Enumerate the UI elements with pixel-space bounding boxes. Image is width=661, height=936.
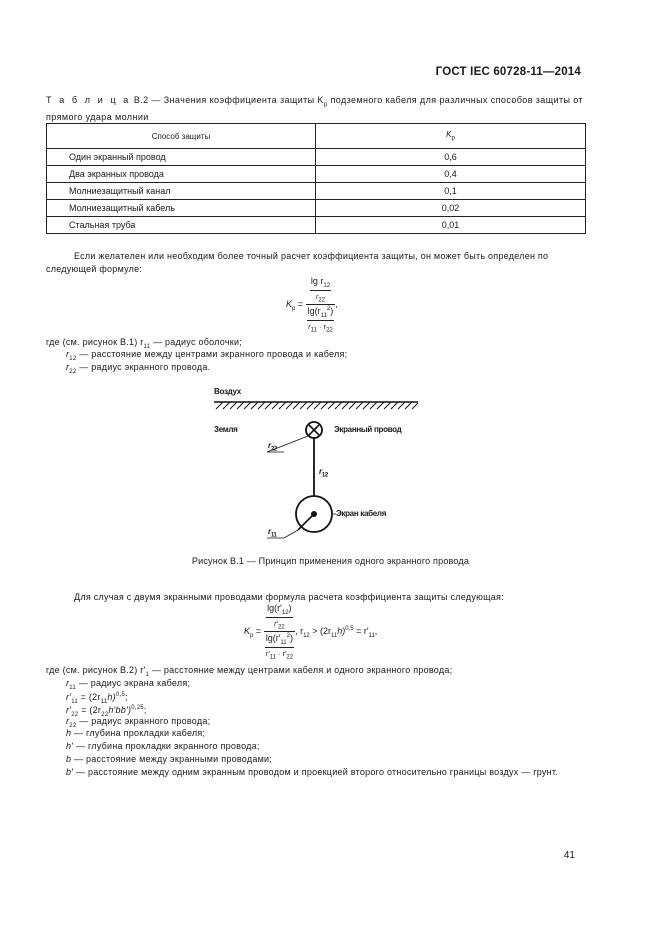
where-2-line-4: $r_{22}$ — радиус экранного провода;: [66, 716, 211, 729]
formula-2-inner-num: $\frac{\lg(r'_{12})}{r'_{22}}$: [267, 603, 292, 631]
formula-1-den-den-sub2: 22: [326, 327, 333, 334]
row-value: 0,02: [316, 200, 586, 217]
formula-1-eq: =: [297, 299, 304, 310]
where-2-line-0: где (см. рисунок В.2) $r'_1$ — расстояние между центрами кабеля и одного экранного провода;: [46, 665, 453, 678]
formula-1-den-lg-sub: 11: [320, 313, 327, 320]
figure-1-caption: Рисунок В.1 — Принцип применения одного экранного провода: [191, 556, 470, 566]
where-2-line-5: h — глубина прокладки кабеля;: [66, 728, 206, 738]
formula-2-condition: , $r_{12} > (2r_{11}h)^{0,5} = r'_{11}$,: [295, 626, 378, 639]
label-earth: Земля: [214, 425, 238, 434]
protection-table: [46, 123, 586, 234]
label-r22: $r_{22}$: [268, 441, 277, 453]
row-value: 0,6: [316, 149, 586, 166]
where-2-line-7: b — расстояние между экранными проводами;: [66, 754, 273, 764]
formula-1-num-den-sub: 22: [318, 297, 326, 304]
formula-1: [286, 276, 338, 334]
row-method: Стальная труба: [47, 217, 316, 234]
table-caption-tail: подземного кабеля для различных способов защиты от прямого удара молнии: [46, 95, 583, 123]
table-caption-sub: p: [323, 101, 328, 108]
formula-1-num-lg: lg r: [310, 276, 324, 286]
formula-1-denominator: [306, 305, 336, 333]
where-2-line-8: b′ — расстояние между одним экранным проводом и проекцией второго относительно границы воздух — грунт.: [66, 767, 559, 777]
where-2-line-1: $r_{11}$ — радиус экрана кабеля;: [66, 678, 191, 691]
figure-1-drawing: [212, 384, 422, 544]
formula-2-eq: =: [255, 626, 262, 637]
formula-1-den-dot: · r: [316, 322, 327, 332]
table-caption: [46, 94, 586, 124]
formula-1-comma: ,: [335, 299, 338, 310]
formula-1-fraction: [306, 276, 336, 334]
table-header-row: [47, 124, 586, 149]
formula-2-lhs: K: [244, 626, 251, 637]
table-caption-word: Т а б л и ц а: [46, 95, 131, 105]
paragraph-1-line-2: следующей формуле:: [46, 264, 143, 274]
formula-1-lhs: K: [286, 299, 293, 310]
row-method: Молниезащитный кабель: [47, 200, 316, 217]
formula-1-inner-den: [307, 306, 335, 333]
figure-1: [212, 384, 422, 544]
col-header-kp: [316, 124, 586, 149]
col-header-method: Способ защиты: [47, 124, 316, 149]
ground-hatching: [216, 402, 418, 409]
row-method: Один экранный провод: [47, 149, 316, 166]
label-r12: $r_{12}$: [319, 467, 328, 479]
page-number: 41: [563, 850, 575, 861]
formula-2-inner-den: $\frac{\lg(r'_{11}^2)}{r'_{11} \cdot r'_{22}}$: [265, 633, 294, 661]
where-2-line-6: h′ — глубина прокладки экранного провода;: [66, 741, 260, 751]
formula-1-den-den-sub1: 11: [310, 327, 317, 334]
table-caption-text: В.2 — Значения коэффициента защиты K: [133, 95, 324, 105]
where-2-line-3: $r'_{22} = (2r_{22}h'bb')^{0,25}$;: [66, 705, 147, 718]
formula-1-den-den: r: [308, 322, 311, 332]
formula-2: [244, 603, 377, 661]
label-cable-screen: Экран кабеля: [336, 509, 387, 518]
where-1-line-0: где (см. рисунок В.1) $r_{11}$ — радиус оболочки;: [46, 337, 242, 350]
label-shield-wire: Экранный провод: [334, 425, 402, 434]
formula-1-numerator: [306, 276, 336, 305]
label-air: Воздух: [214, 387, 241, 396]
table-row: [47, 149, 586, 166]
row-method: Два экранных провода: [47, 166, 316, 183]
table-row: [47, 200, 586, 217]
paragraph-1-line-1: Если желателен или необходим более точный расчет коэффициента защиты, он может быть определен по: [74, 251, 549, 261]
formula-1-num-den: r: [315, 291, 319, 301]
row-value: 0,4: [316, 166, 586, 183]
formula-2-fraction: [264, 603, 295, 661]
formula-2-lhs-sub: p: [250, 632, 254, 639]
row-value: 0,1: [316, 183, 586, 200]
formula-2-denominator: [264, 632, 295, 660]
row-method: Молниезащитный канал: [47, 183, 316, 200]
label-r11: $r_{11}$: [268, 527, 277, 539]
formula-1-inner-num: [310, 276, 331, 303]
where-1-line-1: $r_{12}$ — расстояние между центрами экранного провода и кабеля;: [66, 349, 348, 362]
row-value: 0,01: [316, 217, 586, 234]
col-header-kp-sub: p: [451, 135, 455, 142]
table-row: [47, 183, 586, 200]
paragraph-2: Для случая с двумя экранными проводами формула расчета коэффициента защиты следующая:: [74, 592, 504, 602]
formula-1-num-lg-sub: 12: [323, 282, 331, 289]
standard-header: ГОСТ IEC 60728-11—2014: [435, 66, 581, 78]
r11-leader: [284, 530, 298, 538]
table-row: [47, 166, 586, 183]
table-row: [47, 217, 586, 234]
formula-1-den-lg-close: ): [330, 306, 334, 317]
formula-1-lhs-sub: p: [292, 305, 296, 312]
where-2-line-2: $r'_{11} = (2r_{11}h)^{0,5}$;: [66, 692, 128, 705]
formula-2-numerator: [264, 603, 295, 632]
formula-1-den-lg: lg(r: [307, 306, 321, 317]
col-header-kp-symbol: K: [446, 130, 452, 140]
formula-1-den-lg-sup: 2: [326, 306, 331, 313]
where-1-line-2: $r_{22}$ — радиус экранного провода.: [66, 362, 211, 375]
